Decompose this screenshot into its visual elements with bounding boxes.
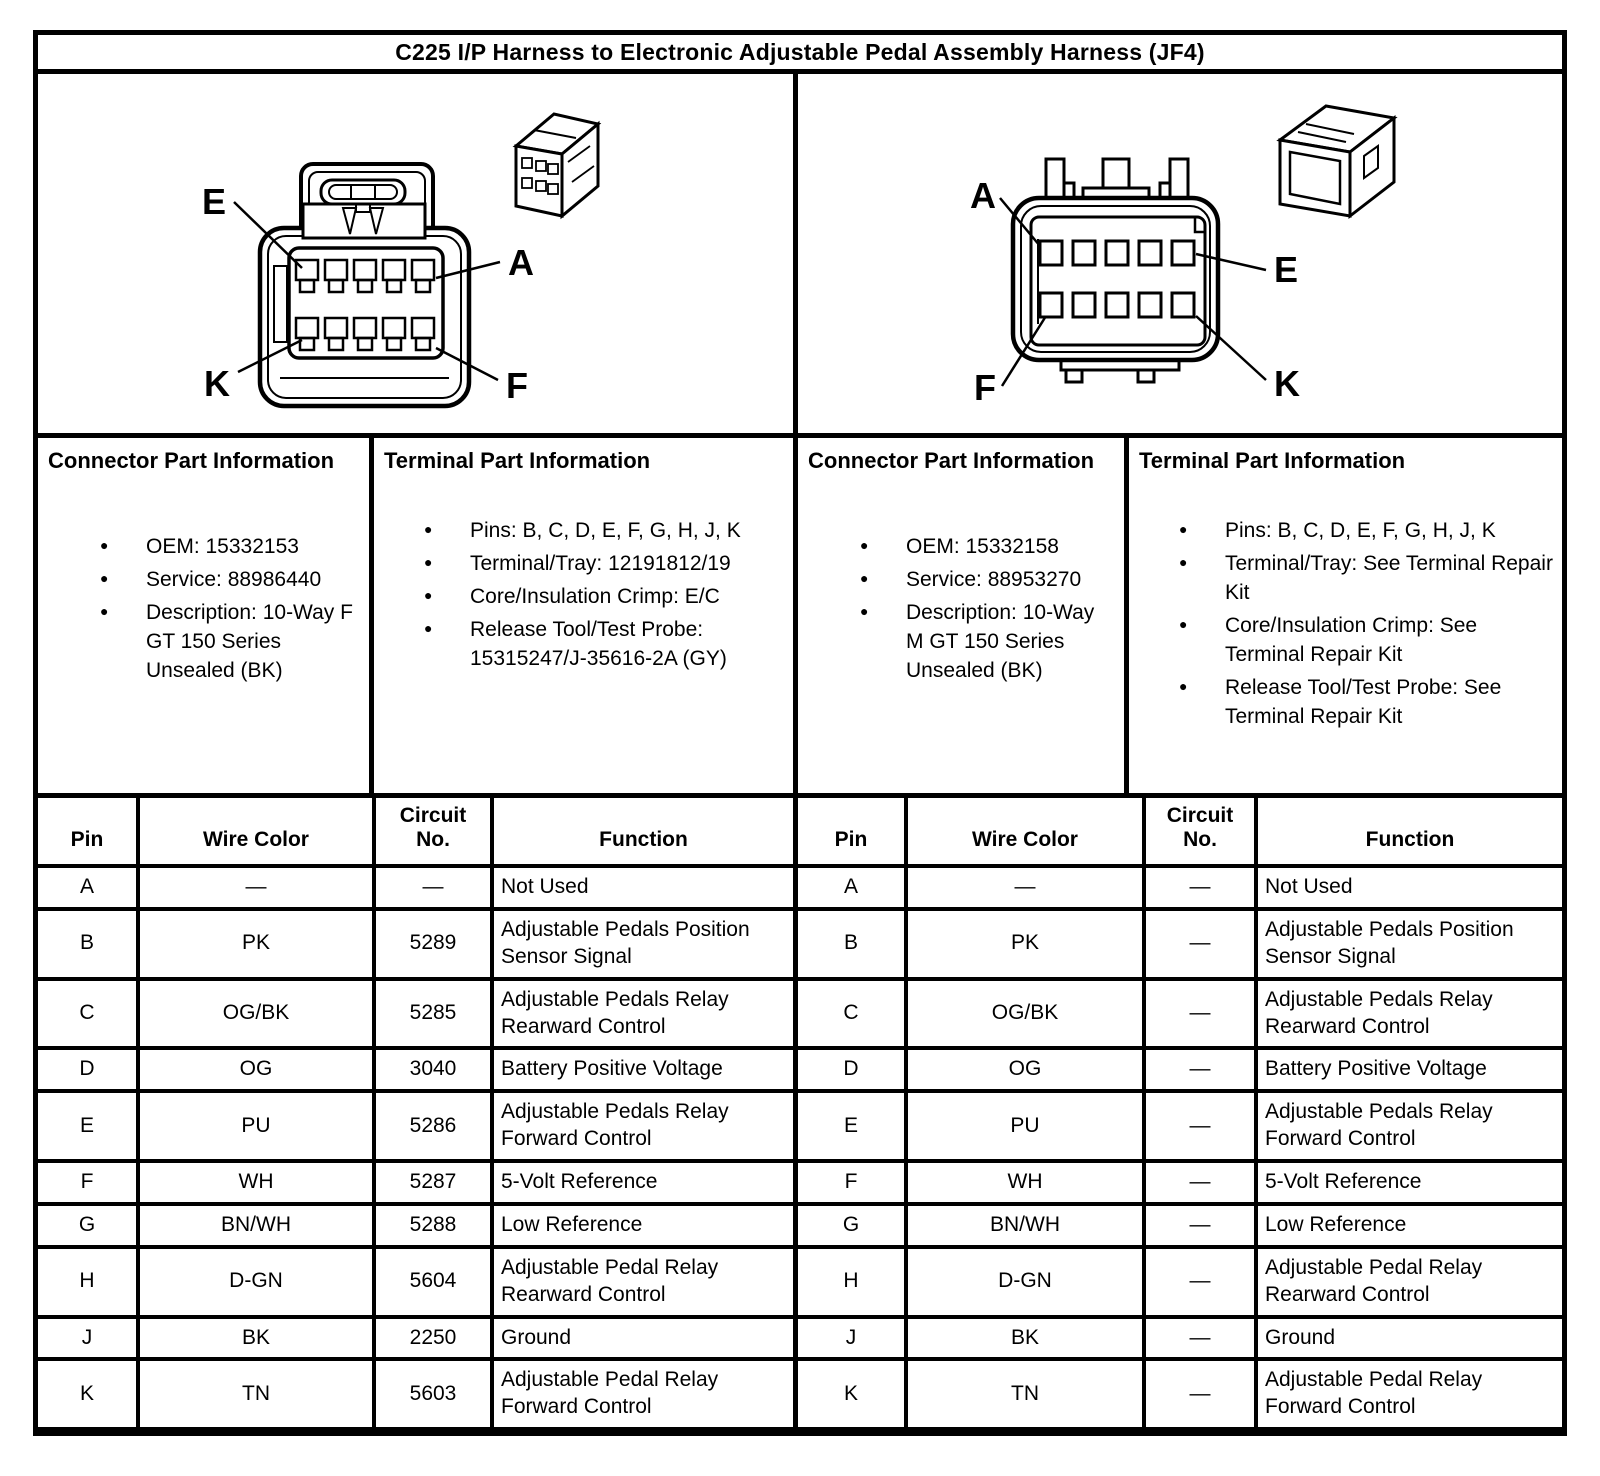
pin-label-k: K (1274, 363, 1300, 404)
wire-color-cell: — (906, 866, 1144, 909)
pin-cell: C (38, 979, 138, 1049)
function-header: Function (1256, 798, 1562, 866)
circuit-no-header: Circuit No. (374, 798, 492, 866)
table-row (38, 1048, 793, 1091)
wire-color-header: Wire Color (906, 798, 1144, 866)
pin-label-e: E (1274, 249, 1299, 290)
circuit-no-cell: — (1144, 1247, 1256, 1317)
circuit-no-cell: — (374, 866, 492, 909)
circuit-no-cell: 5287 (374, 1161, 492, 1204)
pin-cell: E (38, 1091, 138, 1161)
function-cell: Low Reference (1256, 1204, 1562, 1247)
wire-color-cell: OG/BK (906, 979, 1144, 1049)
table-row (38, 1317, 793, 1360)
pin-cell: G (38, 1204, 138, 1247)
function-cell: Not Used (492, 866, 793, 909)
wire-color-cell: TN (138, 1359, 374, 1429)
circuit-no-cell: — (1144, 1204, 1256, 1247)
function-cell: Adjustable Pedals Relay Forward Control (1256, 1091, 1562, 1161)
wire-color-cell: OG (138, 1048, 374, 1091)
right-connector-diagram-cell (798, 74, 1562, 438)
pin-cell: F (798, 1161, 906, 1204)
table-row (798, 1091, 1562, 1161)
bullet-item: ● OEM: 15332158 (850, 533, 1116, 562)
pin-cell: D (798, 1048, 906, 1091)
left-terminal-part-info (374, 438, 793, 793)
function-header: Function (492, 798, 793, 866)
table-row (38, 1091, 793, 1161)
pin-label-a: A (508, 242, 534, 283)
table-row (38, 979, 793, 1049)
female-connector-front-view-diagram (38, 74, 793, 433)
bullet-item: ● Description: 10-Way M GT 150 Series Unsealed (BK) (850, 599, 1116, 686)
function-cell: 5-Volt Reference (1256, 1161, 1562, 1204)
table-row (798, 909, 1562, 979)
male-connector-iso-view (1280, 106, 1394, 216)
content-halves (38, 74, 1562, 1431)
table-header-row (798, 798, 1562, 866)
pin-cell: A (798, 866, 906, 909)
circuit-no-cell: 5288 (374, 1204, 492, 1247)
pin-cell: K (38, 1359, 138, 1429)
wire-color-cell: OG (906, 1048, 1144, 1091)
function-cell: Ground (1256, 1317, 1562, 1360)
connector-part-info-list (850, 533, 1116, 686)
circuit-no-cell: — (1144, 1048, 1256, 1091)
bullet-item: ● Service: 88953270 (850, 566, 1116, 595)
circuit-no-cell: — (1144, 1091, 1256, 1161)
bullet-item: ● Core/Insulation Crimp: E/C (414, 583, 785, 612)
pin-cell: F (38, 1161, 138, 1204)
function-cell: Battery Positive Voltage (1256, 1048, 1562, 1091)
circuit-no-cell: — (1144, 1359, 1256, 1429)
pin-header: Pin (38, 798, 138, 866)
wire-color-cell: PK (906, 909, 1144, 979)
pin-cell: G (798, 1204, 906, 1247)
wire-color-cell: PU (906, 1091, 1144, 1161)
bullet-item: ● Description: 10-Way F GT 150 Series Unsealed (BK) (90, 599, 361, 686)
pin-cell: D (38, 1048, 138, 1091)
pin-label-a: A (970, 175, 996, 216)
pin-label-k: K (204, 363, 230, 404)
function-cell: Adjustable Pedal Relay Forward Control (492, 1359, 793, 1429)
table-row (798, 1204, 1562, 1247)
circuit-no-cell: — (1144, 1161, 1256, 1204)
pin-label-f: F (506, 365, 528, 406)
wire-color-cell: D-GN (138, 1247, 374, 1317)
table-row (38, 1247, 793, 1317)
wire-color-cell: BN/WH (138, 1204, 374, 1247)
circuit-no-cell: 5603 (374, 1359, 492, 1429)
circuit-no-cell: — (1144, 909, 1256, 979)
pin-cell: J (38, 1317, 138, 1360)
circuit-no-cell: 2250 (374, 1317, 492, 1360)
wire-color-cell: PK (138, 909, 374, 979)
circuit-no-cell: — (1144, 866, 1256, 909)
table-row (798, 1048, 1562, 1091)
circuit-no-cell: 5285 (374, 979, 492, 1049)
pin-cell: C (798, 979, 906, 1049)
table-row (38, 909, 793, 979)
wire-color-header: Wire Color (138, 798, 374, 866)
terminal-part-info-list (1169, 517, 1554, 732)
pin-cell: E (798, 1091, 906, 1161)
wire-color-cell: WH (906, 1161, 1144, 1204)
terminal-part-info-heading: Terminal Part Information (384, 448, 651, 473)
wire-color-cell: OG/BK (138, 979, 374, 1049)
female-connector-iso-view (516, 114, 598, 216)
pin-cell: K (798, 1359, 906, 1429)
pin-cell: A (38, 866, 138, 909)
wire-color-cell: BK (138, 1317, 374, 1360)
right-info-row (798, 438, 1562, 798)
left-connector-section (38, 74, 798, 1431)
pin-cell: H (798, 1247, 906, 1317)
table-row (798, 1359, 1562, 1429)
terminal-part-info-heading: Terminal Part Information (1139, 448, 1406, 473)
function-cell: Battery Positive Voltage (492, 1048, 793, 1091)
left-pin-table (38, 798, 793, 1431)
function-cell: Adjustable Pedal Relay Rearward Control (492, 1247, 793, 1317)
function-cell: Ground (492, 1317, 793, 1360)
table-row (38, 866, 793, 909)
table-row (798, 1317, 1562, 1360)
circuit-no-cell: 5604 (374, 1247, 492, 1317)
bullet-item: ● Terminal/Tray: 12191812/19 (414, 550, 785, 579)
pin-label-f: F (974, 367, 996, 408)
bullet-item: ● Terminal/Tray: See Terminal Repair Kit (1169, 550, 1554, 608)
right-connector-part-info (798, 438, 1129, 793)
connector-part-info-heading: Connector Part Information (48, 448, 335, 473)
function-cell: Low Reference (492, 1204, 793, 1247)
male-connector-front-view-diagram (798, 74, 1562, 433)
pin-header: Pin (798, 798, 906, 866)
pin-cell: B (38, 909, 138, 979)
function-cell: Adjustable Pedals Position Sensor Signal (492, 909, 793, 979)
bullet-item: ● Release Tool/Test Probe: 15315247/J-35616-2A (GY) (414, 616, 785, 674)
connector-pinout-sheet (33, 30, 1567, 1436)
bullet-item: ● Service: 88986440 (90, 566, 361, 595)
pin-label-e: E (201, 181, 226, 222)
function-cell: Adjustable Pedals Relay Rearward Control (1256, 979, 1562, 1049)
connector-part-info-heading: Connector Part Information (808, 448, 1095, 473)
circuit-no-cell: 5286 (374, 1091, 492, 1161)
circuit-no-cell: 5289 (374, 909, 492, 979)
table-row (38, 1161, 793, 1204)
wire-color-cell: — (138, 866, 374, 909)
bullet-item: ● Pins: B, C, D, E, F, G, H, J, K (414, 517, 785, 546)
connector-part-info-list (90, 533, 361, 686)
function-cell: Not Used (1256, 866, 1562, 909)
page-title: C225 I/P Harness to Electronic Adjustable Pedal Assembly Harness (JF4) (38, 35, 1562, 74)
pin-cell: H (38, 1247, 138, 1317)
right-terminal-part-info (1129, 438, 1562, 793)
table-header-row (38, 798, 793, 866)
function-cell: Adjustable Pedals Position Sensor Signal (1256, 909, 1562, 979)
wire-color-cell: BN/WH (906, 1204, 1144, 1247)
table-row (798, 1161, 1562, 1204)
function-cell: Adjustable Pedal Relay Rearward Control (1256, 1247, 1562, 1317)
table-row (798, 979, 1562, 1049)
pin-cell: J (798, 1317, 906, 1360)
terminal-part-info-list (414, 517, 785, 674)
circuit-no-cell: — (1144, 1317, 1256, 1360)
wire-color-cell: D-GN (906, 1247, 1144, 1317)
left-connector-part-info (38, 438, 374, 793)
table-row (798, 1247, 1562, 1317)
pin-cell: B (798, 909, 906, 979)
table-row (38, 1204, 793, 1247)
bullet-item: ● OEM: 15332153 (90, 533, 361, 562)
right-connector-section (798, 74, 1562, 1431)
table-row (38, 1359, 793, 1429)
function-cell: Adjustable Pedals Relay Rearward Control (492, 979, 793, 1049)
bullet-item: ● Core/Insulation Crimp: See Terminal Repair Kit (1169, 612, 1554, 670)
bullet-item: ● Pins: B, C, D, E, F, G, H, J, K (1169, 517, 1554, 546)
wire-color-cell: TN (906, 1359, 1144, 1429)
function-cell: 5-Volt Reference (492, 1161, 793, 1204)
circuit-no-header: Circuit No. (1144, 798, 1256, 866)
wire-color-cell: WH (138, 1161, 374, 1204)
circuit-no-cell: — (1144, 979, 1256, 1049)
function-cell: Adjustable Pedal Relay Forward Control (1256, 1359, 1562, 1429)
bullet-item: ● Release Tool/Test Probe: See Terminal Repair Kit (1169, 674, 1554, 732)
left-info-row (38, 438, 793, 798)
wire-color-cell: PU (138, 1091, 374, 1161)
function-cell: Adjustable Pedals Relay Forward Control (492, 1091, 793, 1161)
left-connector-diagram-cell (38, 74, 793, 438)
wire-color-cell: BK (906, 1317, 1144, 1360)
right-pin-table (798, 798, 1562, 1431)
circuit-no-cell: 3040 (374, 1048, 492, 1091)
table-row (798, 866, 1562, 909)
